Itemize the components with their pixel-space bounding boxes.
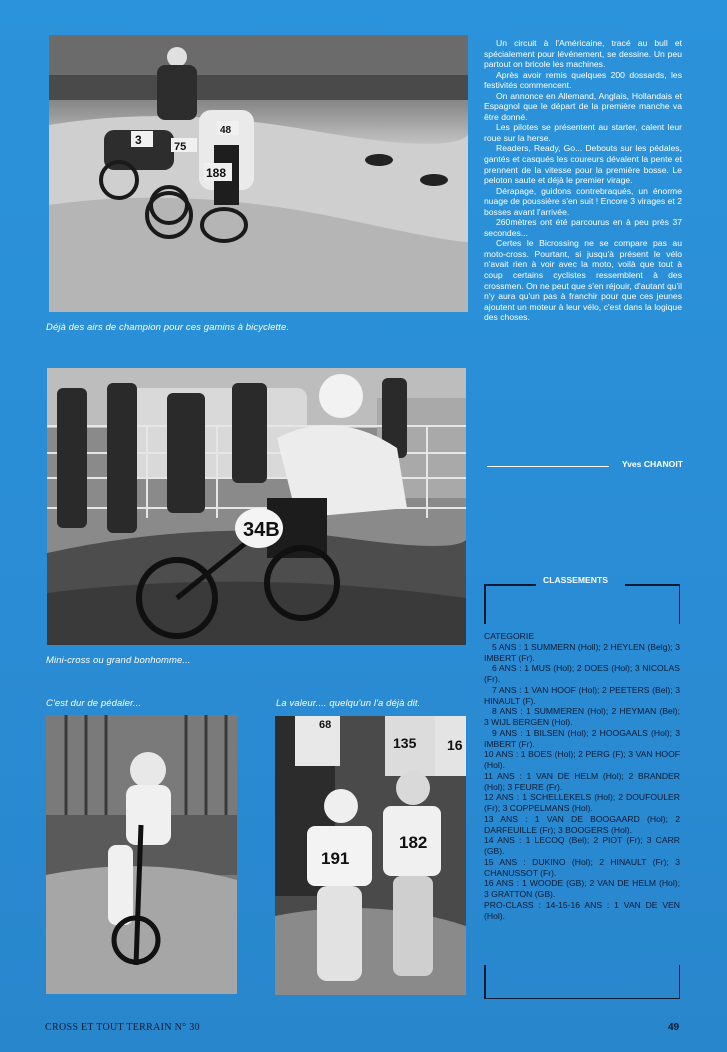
race-number-3: 3	[135, 133, 142, 147]
article-paragraph: Un circuit à l'Américaine, tracé au bull et spécialement pour lévénement, se dessine. Un peu partout on bricole les machines.	[484, 38, 682, 70]
article-paragraph: Les pilotes se présentent au starter, calent leur roue sur la herse.	[484, 122, 682, 143]
race-number-48: 48	[220, 125, 232, 136]
photo-child-on-bike	[46, 715, 237, 994]
race-number-75: 75	[174, 141, 187, 153]
author-name: Yves CHANOIT	[621, 459, 683, 469]
race-number-68: 68	[319, 719, 332, 731]
race-number-135: 135	[393, 735, 417, 751]
classement-entry: PRO-CLASS : 14-15-16 ANS : 1 VAN DE VEN (Hol).	[484, 899, 680, 921]
race-number-182: 182	[399, 833, 428, 852]
classement-entry: 11 ANS : 1 VAN DE HELM (Hol); 2 BRANDER (Hol); 3 FEURE (Fr).	[484, 770, 680, 792]
article-paragraph: Après avoir remis quelques 200 dossards, les festivités commencent.	[484, 69, 682, 91]
classement-entry: 14 ANS : 1 LECOQ (Bel); 2 PIOT (Fr); 3 CARR (GB).	[484, 835, 680, 856]
classements-title: CLASSEMENTS	[543, 575, 608, 585]
caption-photo-3: C'est dur de pédaler...	[46, 698, 142, 709]
classement-entry: 10 ANS : 1 BOES (Hol); 2 PERG (F); 3 VAN HOOF (Hol).	[484, 749, 680, 770]
race-number-34b: 34B	[243, 519, 280, 541]
classement-entry: 8 ANS : 1 SUMMEREN (Hol); 2 HEYMAN (Bel); 3 WIJL BERGEN (Hol).	[484, 706, 680, 727]
classement-entry: 9 ANS : 1 BILSEN (Hol); 2 HOOGAALS (Hol); 3 IMBERT (Fr).	[484, 727, 680, 749]
classement-entry: 7 ANS : 1 VAN HOOF (Hol); 2 PEETERS (Bel); 3 HINAULT (F).	[484, 684, 680, 706]
caption-photo-4: La valeur.... quelqu'un l'a déjà dit.	[276, 698, 421, 709]
byline-rule	[487, 466, 609, 467]
caption-photo-1: Déjà des airs de champion pour ces gamins à bicyclette.	[46, 322, 290, 333]
classement-entry: 16 ANS : 1 WOODE (GB); 2 VAN DE HELM (Hol); 3 GRATTON (GB).	[484, 878, 680, 899]
photo-bmx-rider-34	[47, 368, 466, 645]
race-number-191: 191	[321, 849, 350, 868]
photo-bmx-race-start	[49, 35, 468, 312]
article-paragraph: On annonce en Allemand, Anglais, Hollandais et Espagnol que le départ de la première manche va être donné.	[484, 90, 682, 122]
photo-young-riders	[275, 716, 466, 995]
classement-entry: 6 ANS : 1 MUS (Hol); 2 DOES (Hol); 3 NICOLAS (Fr).	[484, 663, 680, 684]
classement-entry: 12 ANS : 1 SCHELLEKELS (Hol); 2 DOUFOULER (Fr); 3 COPPELMANS (Hol).	[484, 792, 680, 813]
article-text	[484, 38, 682, 323]
article-paragraph: Dérapage, guidons contrebraqués, un énorme nuage de poussière s'en suit ! Encore 3 virages et 2 bosses avant l'arrivée.	[484, 185, 682, 217]
caption-photo-2: Mini-cross ou grand bonhomme...	[46, 655, 191, 666]
magazine-footer: CROSS ET TOUT TERRAIN N° 30	[45, 1022, 200, 1033]
race-number-16: 16	[447, 737, 463, 753]
classements-frame-bottom	[484, 963, 680, 999]
classements-frame-top	[484, 584, 680, 624]
classement-entry: 13 ANS : 1 VAN DE BOOGAARD (Hol); 2 DARFEUILLE (Fr); 3 BOOGERS (Hol).	[484, 813, 680, 835]
race-number-188: 188	[206, 166, 227, 180]
article-paragraph: Certes le Bicrossing ne se compare pas au moto-cross. Pourtant, si jusqu'à présent le vélo n'avait rien à voir avec la moto, voilà que tout à coup certains cyclistes ressemblent à des crossmen. On ne peut que s'en réjouir, d'autant qu'il n'y aura qu'un pas à franchir pour que ces jeunes ajoutent un moteur à leur vélo, c'est dans la logique des choses.	[484, 238, 682, 323]
classements-list	[484, 631, 680, 921]
classement-entry: 15 ANS : DUKINO (Hol); 2 HINAULT (Fr); 3 CHANUSSOT (Fr).	[484, 856, 680, 878]
article-paragraph: 260mètres ont été parcourus en à peu près 37 secondes...	[484, 217, 682, 238]
article-byline	[487, 459, 683, 471]
article-paragraph: Readers, Ready, Go... Debouts sur les pédales, gantés et casqués les coureurs dévalent la pente et prennent de la vitesse pour la première bosse. Le peloton saute et déjà le premier virage.	[484, 143, 682, 186]
page-number: 49	[668, 1022, 680, 1033]
classement-entry: 5 ANS : 1 SUMMERN (Holl); 2 HEYLEN (Belg); 3 IMBERT (Fr).	[484, 641, 680, 663]
classements-heading: CATEGORIE	[484, 631, 534, 641]
